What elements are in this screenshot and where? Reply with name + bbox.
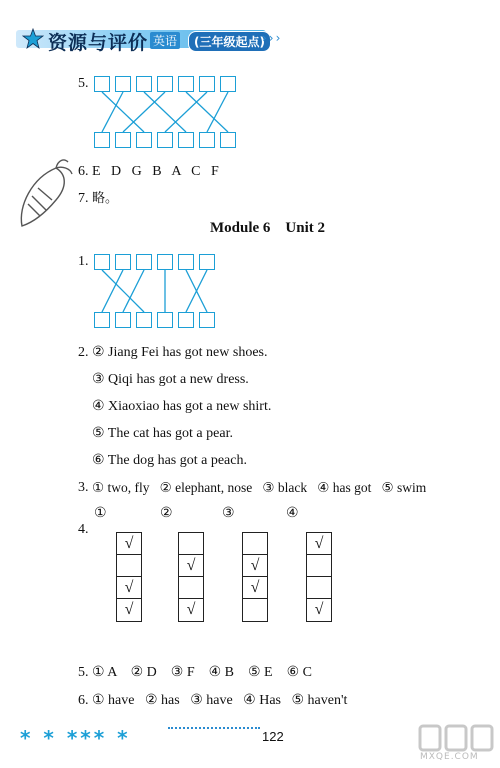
check-cell	[243, 599, 267, 621]
u2-q6-answer: ① have ② has ③ have ④ Has ⑤ haven't	[92, 693, 348, 708]
check-cell: √	[243, 577, 267, 599]
q7-label: 7.	[78, 191, 89, 206]
check-cell	[179, 577, 203, 599]
watermark-text: MXQE.COM	[420, 752, 479, 762]
q5-label: 5.	[78, 76, 89, 91]
match-line	[123, 270, 144, 312]
header-arrows: ›››	[262, 31, 283, 45]
check-cell	[243, 533, 267, 555]
u2-q2-item: ② Jiang Fei has got new shoes.	[92, 345, 268, 360]
q6-label: 6.	[78, 164, 89, 179]
u2-q2-item: ⑤ The cat has got a pear.	[92, 426, 233, 441]
u2-q2-item: ③ Qiqi has got a new dress.	[92, 372, 249, 387]
check-column	[242, 532, 268, 622]
u2-q6-label: 6.	[78, 693, 89, 708]
check-cell: √	[307, 533, 331, 555]
q6-answer: E D G B A C F	[92, 164, 219, 179]
page-number: 122	[262, 729, 284, 744]
check-column	[178, 532, 204, 622]
check-cell: √	[186, 601, 196, 618]
check-cell: √	[314, 601, 324, 618]
check-cell: √	[117, 533, 141, 555]
u2-q4-header: ②	[160, 506, 173, 521]
check-cell: √	[117, 577, 141, 599]
u2-q4-header: ①	[94, 506, 107, 521]
check-column	[306, 532, 332, 622]
u2-q4-header: ③	[222, 506, 235, 521]
u2-q2-label: 2.	[78, 345, 89, 360]
check-cell: √	[124, 601, 134, 618]
footer-dotted-line	[168, 727, 260, 729]
match-line	[102, 270, 144, 312]
u2-q4-header: ④	[286, 506, 299, 521]
check-cell: √	[179, 555, 203, 577]
u2-q5-answer: ① A ② D ③ F ④ B ⑤ E ⑥ C	[92, 665, 312, 680]
u2-q5-label: 5.	[78, 665, 89, 680]
u2-q3-label: 3.	[78, 480, 89, 495]
match-line	[102, 270, 123, 312]
check-cell	[179, 533, 203, 555]
q7-answer: 略。	[92, 191, 119, 206]
u2-q1-label: 1.	[78, 254, 89, 269]
header-title: 资源与评价	[48, 32, 149, 54]
check-cell	[307, 555, 331, 577]
check-cell	[307, 577, 331, 599]
check-cell: √	[243, 555, 267, 577]
u2-q4-label: 4.	[78, 522, 89, 537]
u2-q3-answer: ① two, fly ② elephant, nose ③ black ④ has got ⑤ swim	[92, 480, 427, 495]
module-title: Module 6 Unit 2	[210, 220, 326, 236]
check-column	[116, 532, 142, 622]
footer-stars: * * *** *	[20, 726, 131, 750]
u2-q2-item: ⑥ The dog has got a peach.	[92, 453, 247, 468]
header-subject: 英语	[150, 32, 180, 49]
u2-q2-item: ④ Xiaoxiao has got a new shirt.	[92, 399, 272, 414]
check-cell	[117, 555, 141, 577]
header-edition: (三年级起点)	[188, 31, 271, 52]
